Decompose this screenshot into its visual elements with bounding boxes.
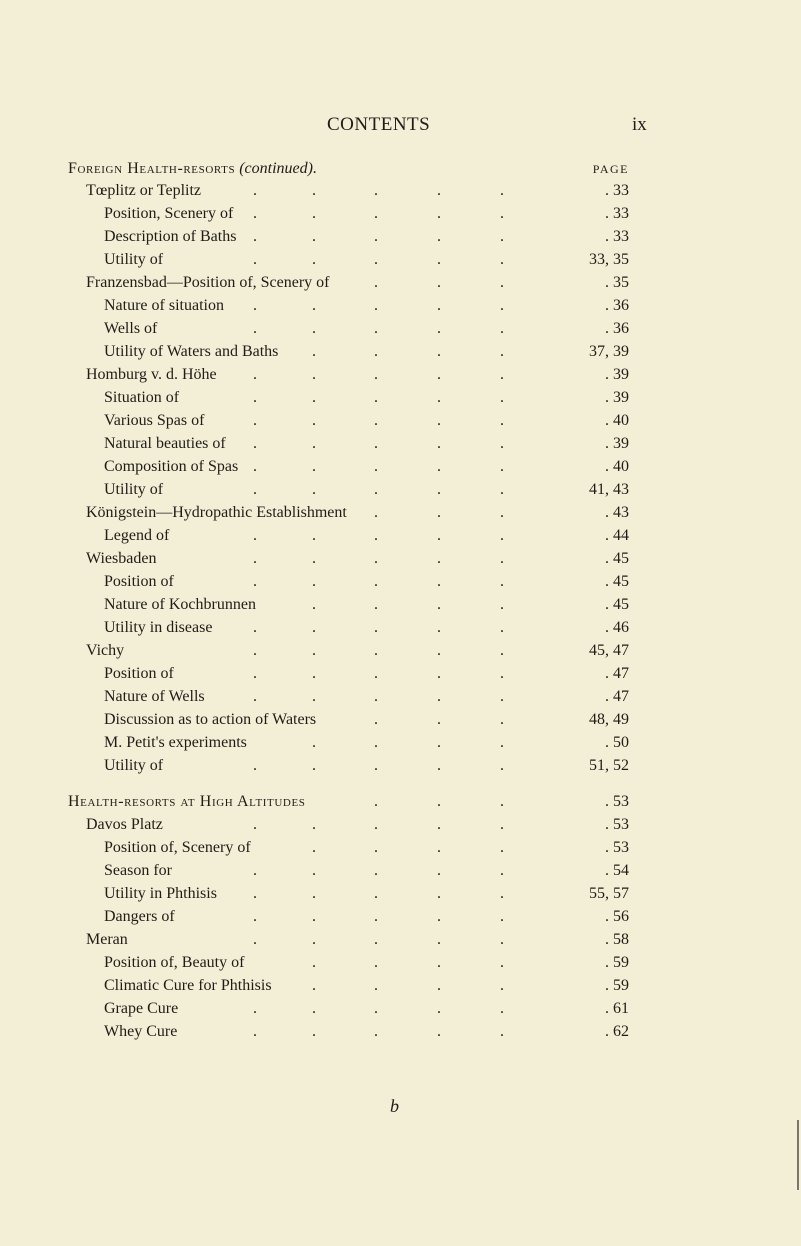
signature-mark: b [390, 1096, 399, 1116]
leader-dot: . [253, 908, 257, 925]
leader-dot: . [253, 297, 257, 314]
leader-dot: . [312, 550, 316, 567]
toc-entry: Discussion as to action of Waters [104, 711, 317, 728]
toc-row [0, 837, 801, 859]
leader-dot: . [500, 619, 504, 636]
leader-dot: . [312, 931, 316, 948]
leader-dot: . [437, 977, 441, 994]
leader-dot: . [374, 527, 378, 544]
toc-page: . 40 [605, 458, 629, 475]
toc-page: . 36 [605, 320, 629, 337]
toc-row [0, 617, 801, 639]
toc-row [0, 860, 801, 882]
toc-entry: Situation of [104, 389, 180, 406]
leader-dot: . [374, 954, 378, 971]
leader-dot: . [253, 458, 257, 475]
leader-dot: . [253, 573, 257, 590]
leader-dot: . [500, 1023, 504, 1040]
leader-dot: . [312, 757, 316, 774]
toc-entry: Whey Cure [104, 1023, 178, 1040]
leader-dot: . [500, 366, 504, 383]
leader-dot: . [312, 481, 316, 498]
leader-dot: . [500, 908, 504, 925]
toc-page: . 45 [605, 550, 629, 567]
leader-dot: . [437, 297, 441, 314]
leader-dot: . [253, 527, 257, 544]
leader-dot: . [312, 619, 316, 636]
leader-dot: . [374, 481, 378, 498]
leader-dot: . [437, 412, 441, 429]
toc-page: . 47 [605, 665, 629, 682]
toc-row [0, 387, 801, 409]
toc-page: 51, 52 [589, 757, 629, 774]
leader-dot: . [374, 458, 378, 475]
leader-dot: . [437, 793, 441, 810]
toc-row [0, 952, 801, 974]
leader-dot: . [500, 182, 504, 199]
leader-dot: . [437, 839, 441, 856]
leader-dot: . [374, 619, 378, 636]
toc-entry: Utility in Phthisis [104, 885, 217, 902]
section-heading-row [0, 791, 801, 813]
leader-dot: . [374, 1000, 378, 1017]
toc-page: 37, 39 [589, 343, 629, 360]
toc-entry: Position of [104, 665, 174, 682]
toc-page: . 33 [605, 228, 629, 245]
leader-dot: . [374, 665, 378, 682]
toc-page: . 54 [605, 862, 629, 879]
leader-dot: . [312, 573, 316, 590]
toc-entry: Davos Platz [86, 816, 163, 833]
leader-dot: . [312, 412, 316, 429]
toc-entry: Climatic Cure for Phthisis [104, 977, 272, 994]
leader-dot: . [253, 205, 257, 222]
toc-page: . 47 [605, 688, 629, 705]
leader-dot: . [437, 757, 441, 774]
leader-dot: . [253, 1000, 257, 1017]
leader-dot: . [312, 182, 316, 199]
leader-dot: . [312, 205, 316, 222]
toc-row [0, 975, 801, 997]
leader-dot: . [500, 274, 504, 291]
toc-entry: Utility of [104, 481, 164, 498]
leader-dot: . [500, 839, 504, 856]
toc-page: . 39 [605, 435, 629, 452]
leader-dot: . [374, 839, 378, 856]
leader-dot: . [374, 504, 378, 521]
leader-dot: . [312, 642, 316, 659]
toc-entry: Position of, Scenery of [104, 839, 251, 856]
toc-entry: Utility of Waters and Baths [104, 343, 279, 360]
toc-page: . 45 [605, 596, 629, 613]
leader-dot: . [500, 954, 504, 971]
toc-page: . 44 [605, 527, 629, 544]
leader-dot: . [374, 977, 378, 994]
toc-row [0, 883, 801, 905]
toc-page: . 35 [605, 274, 629, 291]
leader-dot: . [312, 228, 316, 245]
toc-entry: Nature of Kochbrunnen [104, 596, 256, 613]
leader-dot: . [500, 481, 504, 498]
leader-dot: . [374, 366, 378, 383]
toc-page: . 40 [605, 412, 629, 429]
leader-dot: . [374, 205, 378, 222]
leader-dot: . [312, 251, 316, 268]
page-number: ix [632, 114, 647, 135]
leader-dot: . [253, 182, 257, 199]
leader-dot: . [312, 1023, 316, 1040]
leader-dot: . [253, 757, 257, 774]
toc-page: . 56 [605, 908, 629, 925]
leader-dot: . [437, 619, 441, 636]
leader-dot: . [374, 573, 378, 590]
leader-dot: . [500, 504, 504, 521]
leader-dot: . [437, 458, 441, 475]
toc-row [0, 364, 801, 386]
toc-entry: Utility of [104, 251, 164, 268]
leader-dot: . [374, 642, 378, 659]
toc-entry: Grape Cure [104, 1000, 179, 1017]
leader-dot: . [437, 665, 441, 682]
leader-dot: . [312, 1000, 316, 1017]
toc-entry: Utility of [104, 757, 164, 774]
toc-page: . 50 [605, 734, 629, 751]
toc-page: . 59 [605, 977, 629, 994]
leader-dot: . [437, 366, 441, 383]
toc-row [0, 755, 801, 777]
toc-entry: Utility in disease [104, 619, 213, 636]
leader-dot: . [374, 757, 378, 774]
leader-dot: . [437, 711, 441, 728]
leader-dot: . [500, 412, 504, 429]
leader-dot: . [437, 1023, 441, 1040]
toc-row [0, 249, 801, 271]
leader-dot: . [437, 931, 441, 948]
leader-dot: . [500, 642, 504, 659]
running-head-title: CONTENTS [327, 114, 431, 135]
leader-dot: . [312, 688, 316, 705]
toc-page: 41, 43 [589, 481, 629, 498]
leader-dot: . [253, 619, 257, 636]
toc-row [0, 571, 801, 593]
toc-page: 55, 57 [589, 885, 629, 902]
toc-page: . 53 [605, 816, 629, 833]
leader-dot: . [437, 862, 441, 879]
toc-page: . 58 [605, 931, 629, 948]
leader-dot: . [500, 343, 504, 360]
toc-entry: Vichy [86, 642, 125, 659]
leader-dot: . [374, 274, 378, 291]
toc-page: . 61 [605, 1000, 629, 1017]
leader-dot: . [437, 954, 441, 971]
leader-dot: . [500, 228, 504, 245]
leader-dot: . [437, 274, 441, 291]
toc-entry: Tœplitz or Teplitz [86, 182, 201, 199]
toc-row [0, 906, 801, 928]
leader-dot: . [500, 885, 504, 902]
section-heading: Health-resorts at High Altitudes [68, 793, 306, 810]
leader-dot: . [312, 885, 316, 902]
leader-dot: . [312, 908, 316, 925]
toc-page: . 59 [605, 954, 629, 971]
toc-row [0, 180, 801, 202]
leader-dot: . [374, 550, 378, 567]
toc-row [0, 295, 801, 317]
toc-row [0, 203, 801, 225]
leader-dot: . [500, 688, 504, 705]
leader-dot: . [437, 343, 441, 360]
leader-dot: . [500, 793, 504, 810]
toc-row [0, 998, 801, 1020]
leader-dot: . [253, 251, 257, 268]
toc-page: . 36 [605, 297, 629, 314]
section-heading: Foreign Health-resorts [68, 160, 236, 177]
leader-dot: . [253, 688, 257, 705]
leader-dot: . [437, 573, 441, 590]
section-heading-note: (continued). [239, 160, 317, 177]
leader-dot: . [312, 734, 316, 751]
toc-page: . 53 [605, 839, 629, 856]
leader-dot: . [437, 527, 441, 544]
toc-entry: Position, Scenery of [104, 205, 234, 222]
leader-dot: . [437, 1000, 441, 1017]
toc-row [0, 341, 801, 363]
leader-dot: . [312, 527, 316, 544]
leader-dot: . [500, 458, 504, 475]
toc-row [0, 1021, 801, 1043]
leader-dot: . [500, 734, 504, 751]
leader-dot: . [374, 343, 378, 360]
toc-row [0, 732, 801, 754]
leader-dot: . [500, 389, 504, 406]
leader-dot: . [312, 366, 316, 383]
leader-dot: . [437, 642, 441, 659]
leader-dot: . [312, 816, 316, 833]
toc-entry: Nature of Wells [104, 688, 205, 705]
leader-dot: . [312, 839, 316, 856]
toc-entry: Legend of [104, 527, 170, 544]
leader-dot: . [437, 182, 441, 199]
leader-dot: . [312, 977, 316, 994]
leader-dot: . [312, 435, 316, 452]
toc-entry: Homburg v. d. Höhe [86, 366, 217, 383]
leader-dot: . [437, 734, 441, 751]
leader-dot: . [437, 596, 441, 613]
toc-entry: Season for [104, 862, 172, 879]
leader-dot: . [500, 205, 504, 222]
leader-dot: . [437, 251, 441, 268]
toc-entry: Franzensbad—Position of, Scenery of [86, 274, 330, 291]
leader-dot: . [437, 504, 441, 521]
leader-dot: . [253, 412, 257, 429]
leader-dot: . [437, 228, 441, 245]
toc-row [0, 479, 801, 501]
leader-dot: . [500, 816, 504, 833]
leader-dot: . [374, 435, 378, 452]
toc-row [0, 640, 801, 662]
toc-entry: Nature of situation [104, 297, 224, 314]
leader-dot: . [312, 297, 316, 314]
toc-row [0, 318, 801, 340]
leader-dot: . [312, 596, 316, 613]
leader-dot: . [253, 862, 257, 879]
toc-row [0, 548, 801, 570]
toc-page: . 46 [605, 619, 629, 636]
toc-page: . 33 [605, 205, 629, 222]
leader-dot: . [374, 1023, 378, 1040]
leader-dot: . [437, 550, 441, 567]
leader-dot: . [437, 908, 441, 925]
leader-dot: . [312, 389, 316, 406]
leader-dot: . [500, 1000, 504, 1017]
leader-dot: . [437, 435, 441, 452]
leader-dot: . [374, 885, 378, 902]
leader-dot: . [253, 931, 257, 948]
leader-dot: . [500, 550, 504, 567]
leader-dot: . [500, 757, 504, 774]
leader-dot: . [500, 665, 504, 682]
leader-dot: . [374, 688, 378, 705]
leader-dot: . [437, 816, 441, 833]
leader-dot: . [374, 228, 378, 245]
leader-dot: . [374, 412, 378, 429]
toc-row [0, 502, 801, 524]
leader-dot: . [253, 885, 257, 902]
leader-dot: . [253, 1023, 257, 1040]
toc-page: 45, 47 [589, 642, 629, 659]
toc-entry: Position of, Beauty of [104, 954, 245, 971]
leader-dot: . [437, 205, 441, 222]
toc-row [0, 929, 801, 951]
leader-dot: . [253, 642, 257, 659]
leader-dot: . [253, 550, 257, 567]
toc-page: . 53 [605, 793, 629, 810]
leader-dot: . [500, 977, 504, 994]
leader-dot: . [500, 573, 504, 590]
leader-dot: . [500, 931, 504, 948]
toc-entry: Natural beauties of [104, 435, 226, 452]
leader-dot: . [500, 320, 504, 337]
leader-dot: . [374, 320, 378, 337]
leader-dot: . [437, 885, 441, 902]
leader-dot: . [374, 389, 378, 406]
page-edge-mark [797, 1120, 799, 1190]
toc-row [0, 433, 801, 455]
toc-row [0, 272, 801, 294]
toc-page: . 62 [605, 1023, 629, 1040]
toc-entry: Position of [104, 573, 174, 590]
leader-dot: . [437, 320, 441, 337]
toc-entry: Meran [86, 931, 128, 948]
leader-dot: . [253, 389, 257, 406]
toc-entry: Wells of [104, 320, 158, 337]
leader-dot: . [312, 343, 316, 360]
toc-page: 48, 49 [589, 711, 629, 728]
toc-entry: Description of Baths [104, 228, 237, 245]
toc-entry: Composition of Spas [104, 458, 239, 475]
leader-dot: . [253, 228, 257, 245]
toc-page: . 45 [605, 573, 629, 590]
leader-dot: . [500, 596, 504, 613]
toc-row [0, 226, 801, 248]
leader-dot: . [253, 665, 257, 682]
toc-row [0, 709, 801, 731]
leader-dot: . [312, 665, 316, 682]
toc-row [0, 663, 801, 685]
leader-dot: . [374, 711, 378, 728]
toc-row [0, 525, 801, 547]
leader-dot: . [500, 527, 504, 544]
leader-dot: . [437, 389, 441, 406]
leader-dot: . [374, 816, 378, 833]
toc-entry: Wiesbaden [86, 550, 157, 567]
leader-dot: . [500, 435, 504, 452]
leader-dot: . [253, 435, 257, 452]
leader-dot: . [253, 481, 257, 498]
toc-page: . 33 [605, 182, 629, 199]
leader-dot: . [253, 320, 257, 337]
toc-row [0, 410, 801, 432]
leader-dot: . [374, 793, 378, 810]
leader-dot: . [312, 954, 316, 971]
leader-dot: . [312, 320, 316, 337]
toc-page: . 39 [605, 366, 629, 383]
leader-dot: . [374, 734, 378, 751]
leader-dot: . [253, 366, 257, 383]
leader-dot: . [374, 908, 378, 925]
toc-page: . 39 [605, 389, 629, 406]
toc-entry: Various Spas of [104, 412, 205, 429]
toc-entry: Dangers of [104, 908, 175, 925]
leader-dot: . [312, 458, 316, 475]
toc-row [0, 686, 801, 708]
leader-dot: . [374, 297, 378, 314]
leader-dot: . [500, 862, 504, 879]
leader-dot: . [374, 251, 378, 268]
leader-dot: . [500, 297, 504, 314]
toc-row [0, 814, 801, 836]
leader-dot: . [374, 862, 378, 879]
toc-row [0, 594, 801, 616]
leader-dot: . [312, 862, 316, 879]
section-heading-row [0, 158, 801, 180]
leader-dot: . [437, 481, 441, 498]
toc-entry: Königstein—Hydropathic Establishment [86, 504, 347, 521]
leader-dot: . [437, 688, 441, 705]
leader-dot: . [500, 711, 504, 728]
leader-dot: . [253, 816, 257, 833]
toc-entry: M. Petit's experiments [104, 734, 247, 751]
leader-dot: . [374, 596, 378, 613]
toc-page: . 43 [605, 504, 629, 521]
toc-page: 33, 35 [589, 251, 629, 268]
leader-dot: . [500, 251, 504, 268]
toc-row [0, 456, 801, 478]
leader-dot: . [374, 182, 378, 199]
leader-dot: . [374, 931, 378, 948]
page-column-label: PAGE [592, 162, 629, 176]
